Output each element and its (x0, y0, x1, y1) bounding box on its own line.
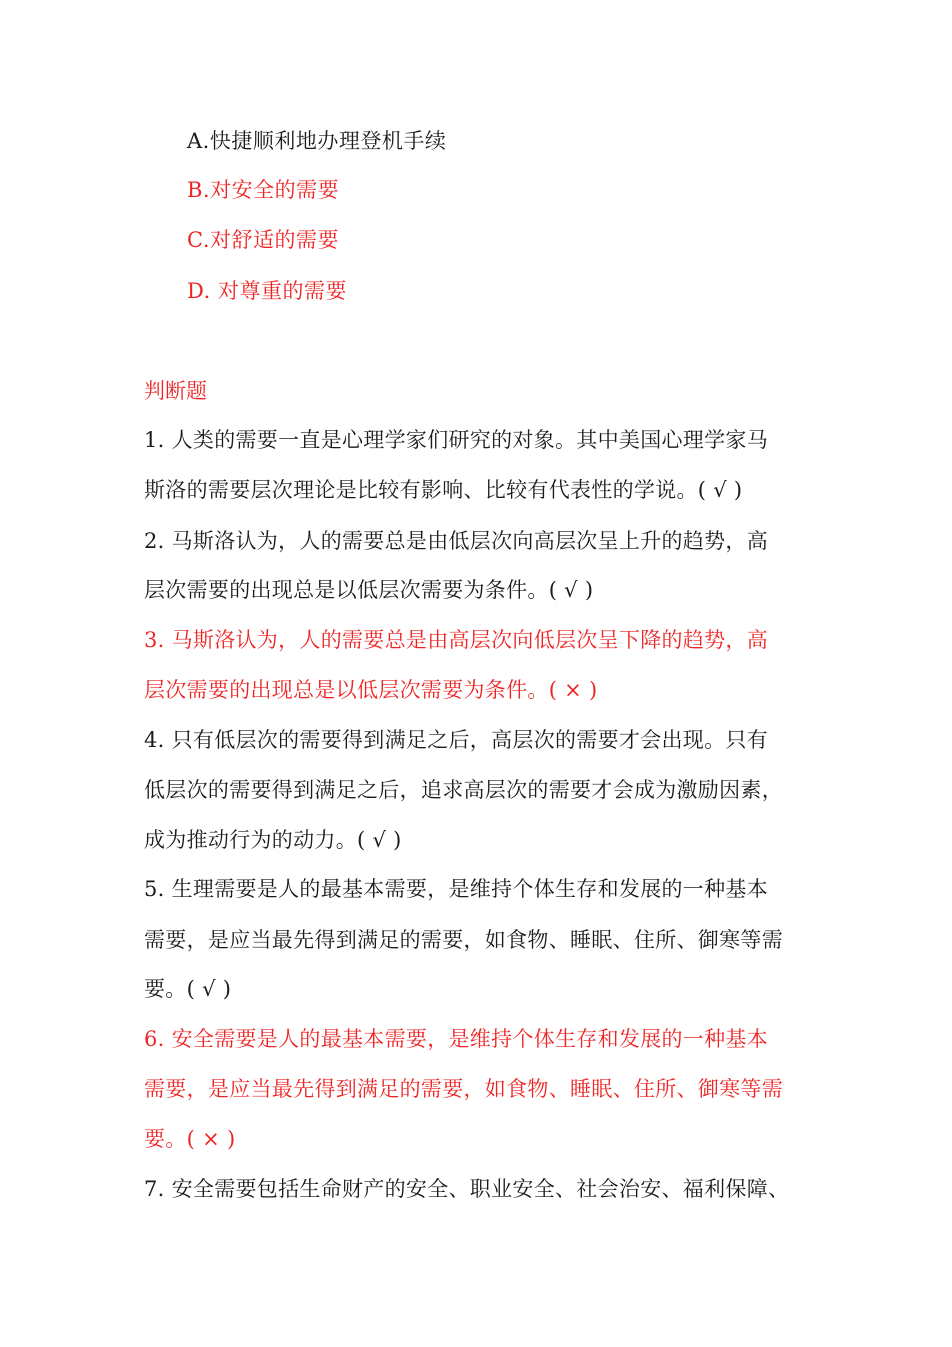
section-title-true-false: 判断题 (144, 379, 207, 403)
item-3-line-2: 层次需要的出现总是以低层次需要为条件。( × ) (144, 678, 598, 702)
item-6-line-1: 6. 安全需要是人的最基本需要，是维持个体生存和发展的一种基本 (144, 1027, 769, 1051)
item-4-line-3: 成为推动行为的动力。( √ ) (144, 828, 402, 852)
item-1-line-2: 斯洛的需要层次理论是比较有影响、比较有代表性的学说。( √ ) (144, 478, 743, 502)
option-a: A.快捷顺利地办理登机手续 (187, 129, 447, 153)
item-5-line-2: 需要，是应当最先得到满足的需要，如食物、睡眠、住所、御寒等需 (144, 928, 783, 952)
option-b: B.对安全的需要 (187, 178, 340, 202)
item-7-line-1: 7. 安全需要包括生命财产的安全、职业安全、社会治安、福利保障、 (144, 1177, 790, 1201)
item-5-line-3: 要。( √ ) (144, 977, 232, 1001)
item-5-line-1: 5. 生理需要是人的最基本需要，是维持个体生存和发展的一种基本 (144, 877, 769, 901)
item-6-line-2: 需要，是应当最先得到满足的需要，如食物、睡眠、住所、御寒等需 (144, 1077, 783, 1101)
option-d: D. 对尊重的需要 (187, 279, 347, 303)
item-1-line-1: 1. 人类的需要一直是心理学家们研究的对象。其中美国心理学家马 (144, 428, 769, 452)
option-c: C.对舒适的需要 (187, 228, 339, 252)
item-2-line-1: 2. 马斯洛认为，人的需要总是由低层次向高层次呈上升的趋势，高 (144, 529, 769, 553)
item-4-line-1: 4. 只有低层次的需要得到满足之后，高层次的需要才会出现。只有 (144, 728, 769, 752)
item-2-line-2: 层次需要的出现总是以低层次需要为条件。( √ ) (144, 578, 594, 602)
item-4-line-2: 低层次的需要得到满足之后，追求高层次的需要才会成为激励因素， (144, 778, 783, 802)
item-6-line-3: 要。( × ) (144, 1127, 236, 1151)
item-3-line-1: 3. 马斯洛认为，人的需要总是由高层次向低层次呈下降的趋势，高 (144, 628, 769, 652)
